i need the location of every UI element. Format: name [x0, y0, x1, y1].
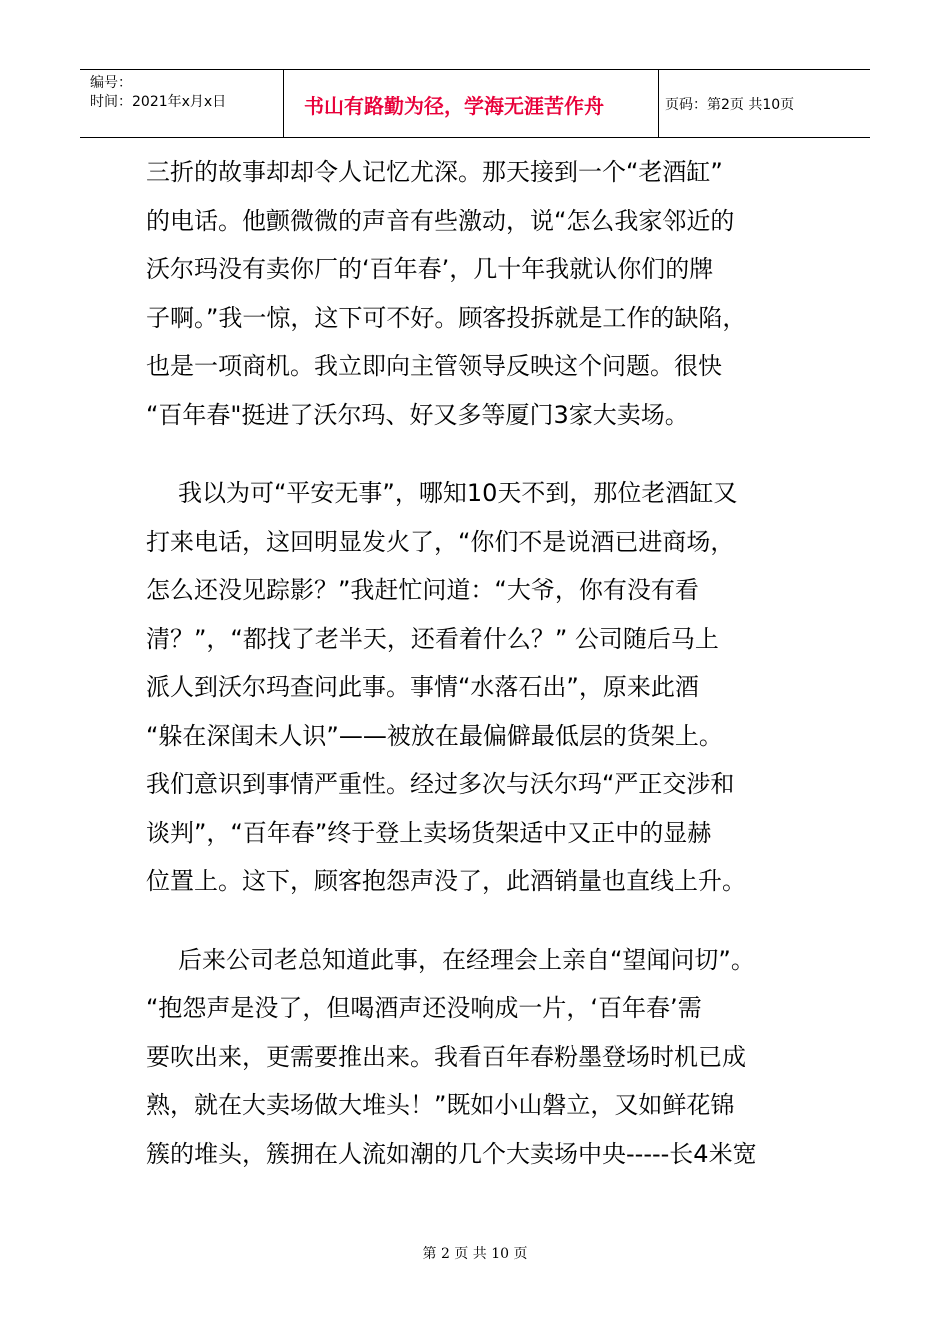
- paragraph-gap: [146, 449, 826, 479]
- body-line: 我们意识到事情严重性。经过多次与沃尔玛“严正交涉和: [146, 770, 735, 798]
- header-meta-cell: [80, 70, 284, 137]
- body-line: 打来电话，这回明显发火了，“你们不是说酒已进商场，: [146, 527, 735, 556]
- header-motto: 书山有路勤为径，学海无涯苦作舟: [304, 94, 604, 118]
- page-header: [80, 69, 870, 138]
- body-line: 沃尔玛没有卖你厂的‘百年春’，几十年我就认你们的牌: [146, 255, 714, 283]
- body-line: 清？”，“都找了老半天，还看着什么？” 公司随后马上: [146, 624, 719, 653]
- body-line: 后来公司老总知道此事，在经理会上亲自“望闻问切”。: [178, 945, 755, 974]
- document-time-label: 时间：2021年x月x日: [90, 94, 227, 110]
- paragraph-gap: [146, 916, 826, 946]
- body-line: 熟，就在大卖场做大堆头！”既如小山磐立，又如鲜花锦: [146, 1091, 735, 1119]
- body-line: 簇的堆头，簇拥在人流如潮的几个大卖场中央-----长4米宽: [146, 1139, 757, 1168]
- body-line: 子啊。”我一惊，这下可不好。顾客投拆就是工作的缺陷，: [146, 303, 747, 332]
- document-body: [146, 158, 826, 1188]
- body-line: 我以为可“平安无事”，哪知10天不到，那位老酒缸又: [178, 479, 738, 507]
- page-footer: 第 2 页 共 10 页: [422, 1246, 528, 1262]
- body-line: 怎么还没见踪影？”我赶忙问道：“大爷，你有没有看: [146, 576, 699, 604]
- header-motto-cell: [284, 70, 659, 137]
- body-line: 三折的故事却却令人记忆尤深。那天接到一个“老酒缸”: [146, 158, 723, 186]
- body-line: 要吹出来，更需要推出来。我看百年春粉墨登场时机已成: [146, 1042, 746, 1071]
- body-line: “百年春"挺进了沃尔玛、好又多等厦门3家大卖场。: [146, 400, 689, 429]
- header-page-cell: [659, 70, 870, 137]
- body-line: 谈判”，“百年春”终于登上卖场货架适中又正中的显赫: [146, 818, 712, 847]
- header-page-info: 页码：第2页 共10页: [665, 97, 795, 113]
- body-line: “躲在深闺未人识”——被放在最偏僻最低层的货架上。: [146, 721, 723, 750]
- document-number-label: 编号：: [90, 75, 132, 91]
- body-line: “抱怨声是没了，但喝酒声还没响成一片，‘百年春’需: [146, 994, 702, 1022]
- body-line: 的电话。他颤微微的声音有些激动，说“怎么我家邻近的: [146, 206, 735, 235]
- body-line: 也是一项商机。我立即向主管领导反映这个问题。很快: [146, 352, 722, 380]
- body-line: 位置上。这下，顾客抱怨声没了，此酒销量也直线上升。: [146, 867, 746, 895]
- body-line: 派人到沃尔玛查问此事。事情“水落石出”，原来此酒: [146, 673, 699, 701]
